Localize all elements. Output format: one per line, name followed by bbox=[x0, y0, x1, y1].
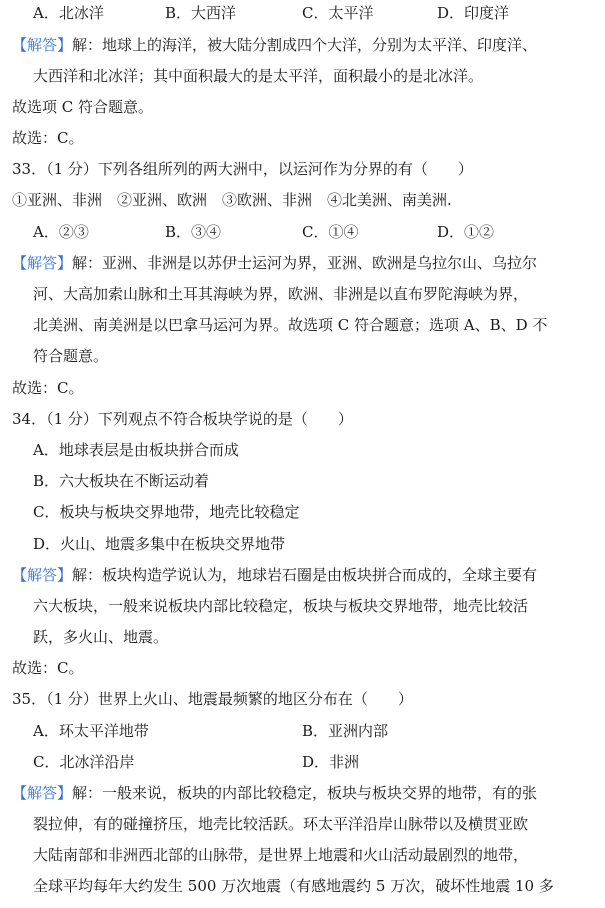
q34-explanation-line-3: 跃，多火山、地震。 bbox=[33, 628, 169, 646]
answer-tag: 【解答】 bbox=[12, 254, 73, 272]
q32-conclusion: 故选项 C 符合题意。 bbox=[12, 98, 154, 116]
q34-option-c: C．板块与板块交界地带，地壳比较稳定 bbox=[33, 503, 300, 521]
q35-title: 35．（1 分）世界上火山、地震最频繁的地区分布在（ ） bbox=[12, 690, 413, 708]
q32-option-b: B．大西洋 bbox=[165, 4, 237, 22]
q33-explanation-line-1: 【解答】解：亚洲、非洲是以苏伊士运河为界，亚洲、欧洲是乌拉尔山、乌拉尔 bbox=[12, 254, 538, 272]
q33-option-d: D．①② bbox=[437, 223, 495, 241]
q32-option-d: D．印度洋 bbox=[437, 4, 510, 22]
answer-tag: 【解答】 bbox=[12, 566, 73, 584]
q33-option-b: B．③④ bbox=[165, 223, 222, 241]
q34-option-a: A．地球表层是由板块拼合而成 bbox=[33, 441, 239, 459]
q33-explanation-line-2: 河、大高加索山脉和土耳其海峡为界，欧洲、非洲是以直布罗陀海峡为界， bbox=[33, 285, 529, 303]
q33-title: 33．（1 分）下列各组所列的两大洲中，以运河作为分界的有（ ） bbox=[12, 160, 473, 178]
answer-tag: 【解答】 bbox=[12, 36, 73, 54]
q33-explanation-line-3: 北美洲、南美洲是以巴拿马运河为界。故选项 C 符合题意；选项 A、B、D 不 bbox=[33, 316, 548, 334]
answer-tag: 【解答】 bbox=[12, 784, 73, 802]
q34-explanation-line-2: 六大板块，一般来说板块内部比较稳定，板块与板块交界地带，地壳比较活 bbox=[33, 597, 529, 615]
q34-option-b: B．六大板块在不断运动着 bbox=[33, 472, 210, 490]
q33-explanation-line-4: 符合题意。 bbox=[33, 347, 109, 365]
q33-option-a: A．②③ bbox=[33, 223, 89, 241]
q32-answer: 故选：C。 bbox=[12, 129, 84, 147]
q35-option-d: D．非洲 bbox=[302, 753, 360, 771]
q32-option-c: C．太平洋 bbox=[302, 4, 374, 22]
q35-explanation-line-3: 大陆南部和非洲西北部的山脉带，是世界上地震和火山活动最剧烈的地带， bbox=[33, 846, 529, 864]
q35-explanation-line-1: 【解答】解：一般来说，板块的内部比较稳定，板块与板块交界的地带，有的张 bbox=[12, 784, 538, 802]
q34-explanation-line-1: 【解答】解：板块构造学说认为，地球岩石圈是由板块拼合而成的，全球主要有 bbox=[12, 566, 538, 584]
q35-explanation-line-4: 全球平均每年大约发生 500 万次地震（有感地震约 5 万次，破坏性地震 10 多 bbox=[33, 877, 554, 895]
q34-option-d: D．火山、地震多集中在板块交界地带 bbox=[33, 535, 286, 553]
q35-option-c: C．北冰洋沿岸 bbox=[33, 753, 135, 771]
q32-option-a: A．北冰洋 bbox=[33, 4, 104, 22]
q35-explanation-line-2: 裂拉伸，有的碰撞挤压，地壳比较活跃。环太平洋沿岸山脉带以及横贯亚欧 bbox=[33, 815, 529, 833]
q34-answer: 故选：C。 bbox=[12, 659, 84, 677]
q35-option-b: B．亚洲内部 bbox=[302, 722, 389, 740]
q32-explanation-line-1: 【解答】解：地球上的海洋，被大陆分割成四个大洋，分别为太平洋、印度洋、 bbox=[12, 36, 538, 54]
q34-title: 34．（1 分）下列观点不符合板块学说的是（ ） bbox=[12, 410, 353, 428]
q33-items: ①亚洲、非洲 ②亚洲、欧洲 ③欧洲、非洲 ④北美洲、南美洲. bbox=[12, 191, 452, 209]
q33-option-c: C．①④ bbox=[302, 223, 359, 241]
q35-option-a: A．环太平洋地带 bbox=[33, 722, 149, 740]
q32-explanation-line-2: 大西洋和北冰洋；其中面积最大的是太平洋，面积最小的是北冰洋。 bbox=[33, 67, 484, 85]
q33-answer: 故选：C。 bbox=[12, 379, 84, 397]
